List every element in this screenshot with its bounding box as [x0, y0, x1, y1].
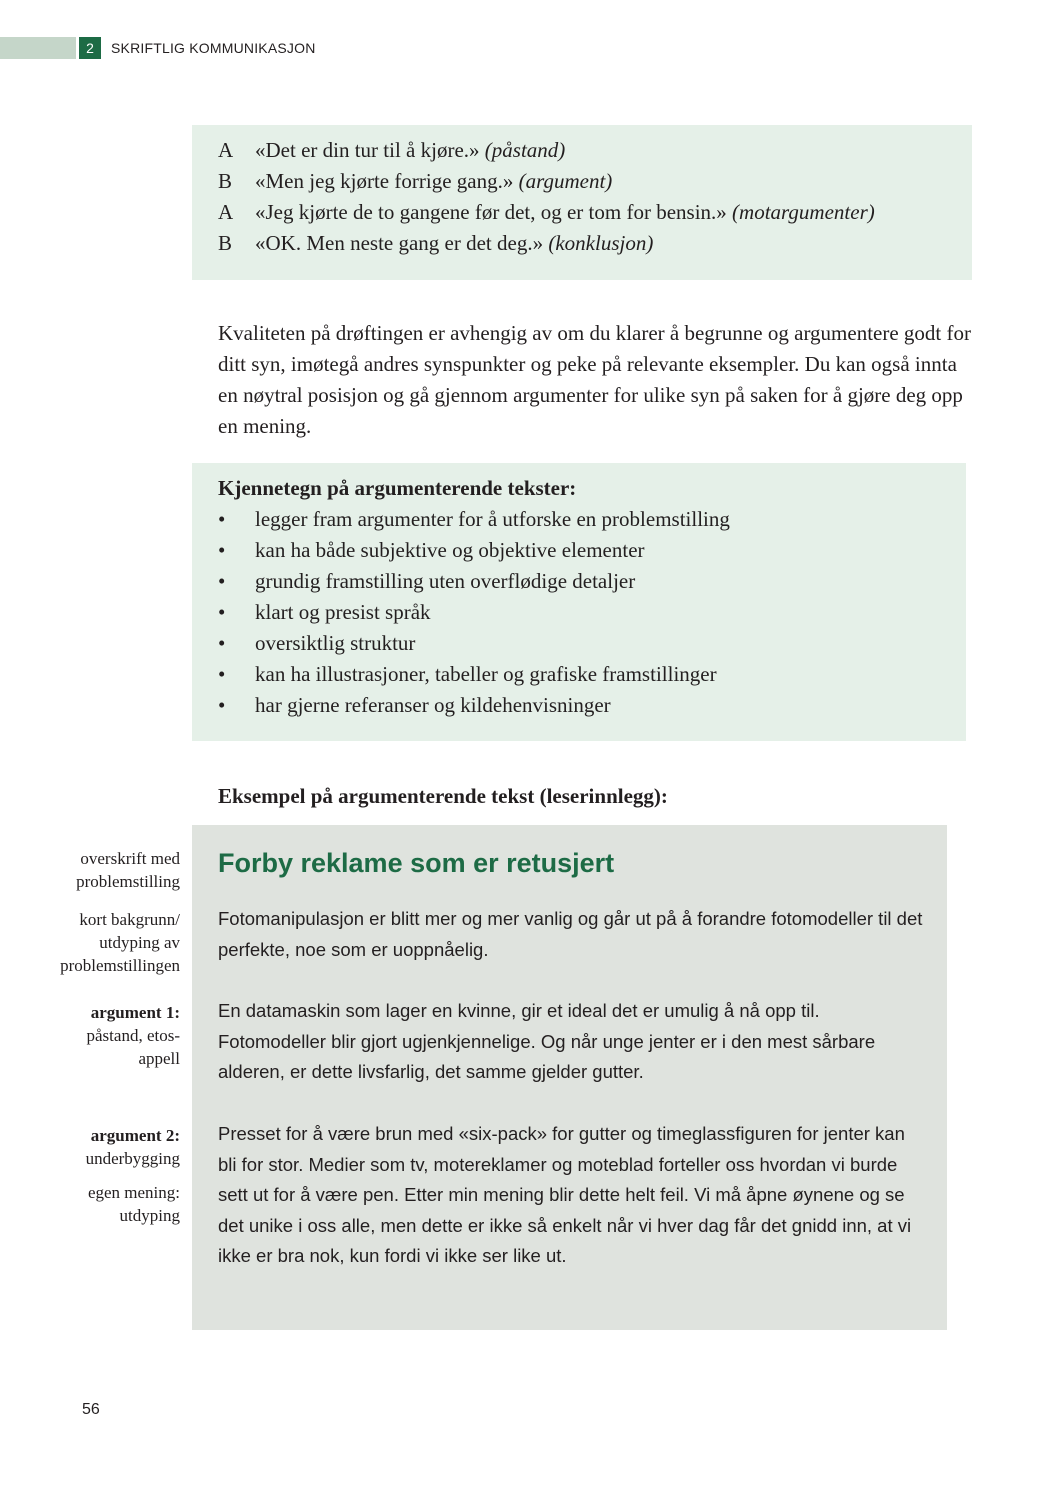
page-number: 56	[82, 1401, 100, 1418]
margin-note-headline: overskrift med problemstilling	[76, 849, 180, 891]
header-accent-bar	[0, 37, 76, 59]
list-item	[218, 566, 730, 597]
body-paragraph: Kvaliteten på drøftingen er avhengig av om du klarer å begrunne og argumentere godt for ditt syn, imøtegå andres synspunkter og peke på relevante eksempler. Du kan også innta en nøytral posisjon og gå gjennom argumenter for ulike syn på saken for å gjøre deg opp en mening.	[218, 321, 972, 438]
dialogue-line	[218, 197, 875, 228]
bullet-icon: •	[218, 569, 226, 593]
list-item	[218, 504, 730, 535]
margin-note-label: argument 1:	[90, 1003, 180, 1022]
margin-note-text: underbygging	[85, 1149, 180, 1168]
dialogue-line	[218, 166, 875, 197]
dialogue-quote: «OK. Men neste gang er det deg.»	[255, 231, 544, 255]
margin-note-label: argument 2:	[90, 1126, 180, 1145]
bullet-icon: •	[218, 507, 226, 531]
chapter-number-badge: 2	[79, 37, 101, 59]
list-item	[218, 628, 730, 659]
list-item-text: oversiktlig struktur	[255, 631, 416, 655]
list-item	[218, 535, 730, 566]
bullet-icon: •	[218, 662, 226, 686]
dialogue-speaker: B	[218, 169, 233, 193]
example-paragraph-3: Presset for å være brun med «six-pack» for gutter og timeglassfiguren for jenter kan bli for stor. Medier som tv, motereklamer og moteblad forteller oss hvordan vi burde sett ut for å være pen. Etter min mening blir dette helt feil. Vi må åpne øynene og se det unike i oss alle, men dette er ikke så enkelt når vi hver dag får det gnidd inn, at vi ikke er bra nok, kun fordi vi ikke ser like ut.	[218, 1123, 912, 1266]
example-paragraph-1: Fotomanipulasjon er blitt mer og mer vanlig og går ut på å forandre fotomodeller til det perfekte, noe som er uoppnåelig.	[218, 908, 923, 960]
bullet-icon: •	[218, 693, 226, 717]
bullet-icon: •	[218, 600, 226, 624]
dialogue-tag: (argument)	[518, 169, 613, 193]
list-item	[218, 659, 730, 690]
list-item-text: har gjerne referanser og kildehenvisninger	[255, 693, 611, 717]
chapter-title: SKRIFTLIG KOMMUNIKASJON	[111, 40, 316, 56]
list-item	[218, 690, 730, 721]
features-title: Kjennetegn på argumenterende tekster:	[218, 476, 577, 500]
dialogue-speaker: A	[218, 138, 234, 162]
margin-note-background: kort bakgrunn/ utdyping av problemstillingen	[60, 910, 180, 975]
bullet-icon: •	[218, 538, 226, 562]
dialogue-quote: «Jeg kjørte de to gangene før det, og er tom for bensin.»	[255, 200, 727, 224]
margin-note-opinion: egen mening: utdyping	[87, 1183, 180, 1225]
example-heading: Eksempel på argumenterende tekst (leserinnlegg):	[218, 784, 668, 808]
list-item-text: klart og presist språk	[255, 600, 431, 624]
dialogue-speaker: B	[218, 231, 233, 255]
list-item-text: kan ha både subjektive og objektive elementer	[255, 538, 645, 562]
margin-note-argument-2	[50, 1124, 180, 1170]
dialogue-quote: «Det er din tur til å kjøre.»	[255, 138, 480, 162]
list-item-text: kan ha illustrasjoner, tabeller og grafiske framstillinger	[255, 662, 717, 686]
list-item	[218, 597, 730, 628]
list-item-text: legger fram argumenter for å utforske en problemstilling	[255, 507, 730, 531]
features-list	[218, 504, 730, 721]
dialogue-tag: (konklusjon)	[548, 231, 654, 255]
example-title: Forby reklame som er retusjert	[218, 848, 615, 878]
dialogue-tag: (motargumenter)	[732, 200, 875, 224]
dialogue-quote: «Men jeg kjørte forrige gang.»	[255, 169, 514, 193]
dialogue-tag: (påstand)	[484, 138, 566, 162]
margin-note-argument-1	[50, 1001, 180, 1070]
dialogue-speaker: A	[218, 200, 234, 224]
margin-note-text: påstand, etos-appell	[86, 1026, 180, 1068]
dialogue-line	[218, 228, 875, 259]
list-item-text: grundig framstilling uten overflødige detaljer	[255, 569, 636, 593]
dialogue-line	[218, 135, 875, 166]
example-paragraph-2: En datamaskin som lager en kvinne, gir et ideal det er umulig å nå opp til. Fotomodeller blir gjort ugjenkjennelige. Og når unge jenter er i den mest sårbare alderen, er dette livsfarlig, det samme gjelder gutter.	[218, 1000, 876, 1082]
bullet-icon: •	[218, 631, 226, 655]
dialogue-list	[218, 135, 875, 259]
